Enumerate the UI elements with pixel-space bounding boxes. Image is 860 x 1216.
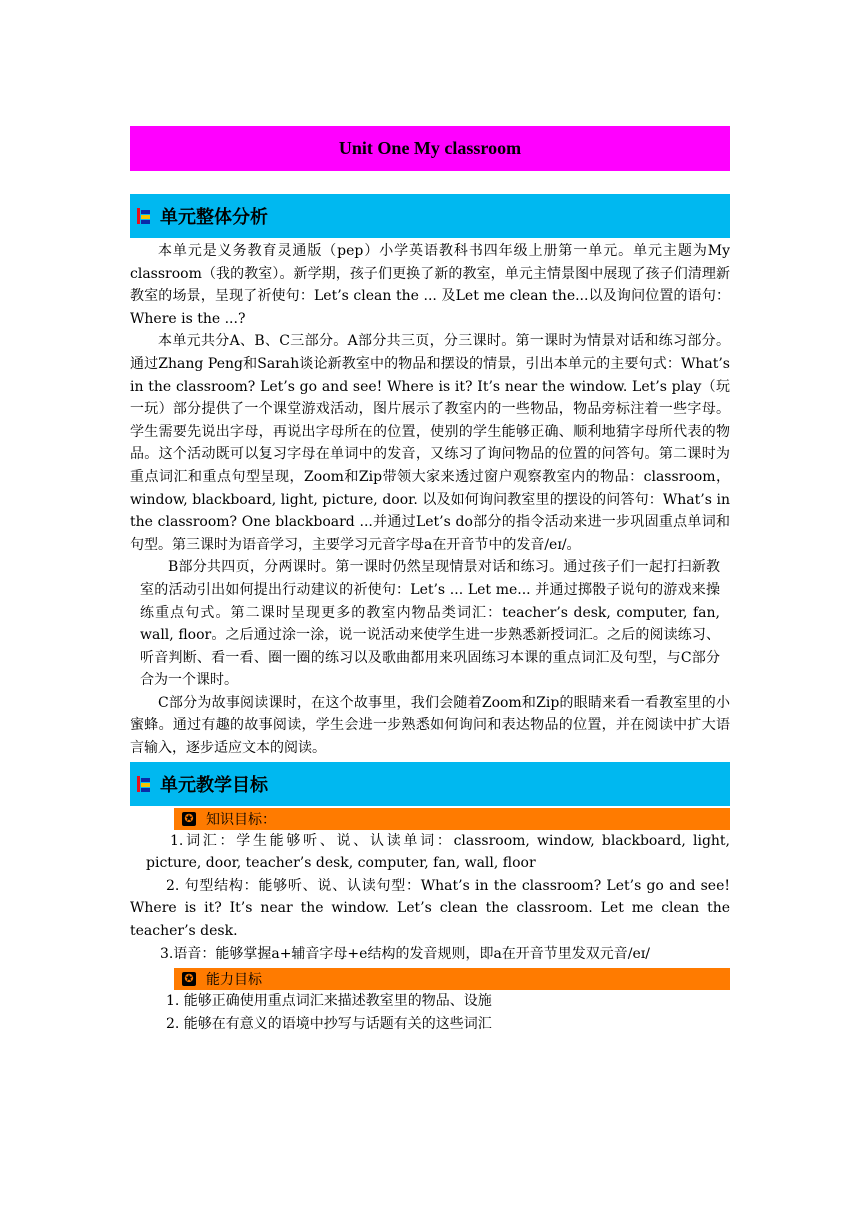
star-icon: ✪ [182,972,196,986]
section-title: 单元教学目标 [160,774,268,796]
book-icon [134,207,152,225]
knowledge-goals-bar [174,808,730,830]
section-title: 单元整体分析 [160,207,268,228]
unit-title: Unit One My classroom [338,138,522,158]
star-icon: ✪ [182,812,196,826]
knowledge-item-3: 3.语音：能够掌握a+辅音字母+e结构的发音规则，即a在开音节里发双元音/eɪ/ [160,945,650,962]
ability-item-1: 1. 能够正确使用重点词汇来描述教室里的物品、设施 [166,993,492,1010]
analysis-paragraph-2: 本单元共分A、B、C三部分。A部分共三页，分三课时。第一课时为情景对话和练习部分。通过Zhang Peng和Sarah谈论新教室中的物品和摆设的情景，引出本单元的主要句式：What’s in the classroom? Let’s go and see! Where is it? It’s near the window. Let’s play（玩一玩）部分提供了一个课堂游戏活动，图片展示了教室内的一些物品，物品旁标注着一些字母。学生需要先说出字母，再说出字母所在的位置，使别的学生能够正确、顺利地猜字母所代表的物品。这个活动既可以复习字母在单词中的发音，又练习了询问物品的位置的问答句。第二课时为重点词汇和重点句型呈现，Zoom和Zip带领大家来透过窗户观察教室内的物品：classroom，window, blackboard, light, picture, door. 以及如何询问教室里的摆设的问答句：What’s in the classroom? One blackboard ...并通过Let’s do部分的指令活动来进一步巩固重点单词和句型。第三课时为语音学习，主要学习元音字母a在开音节中的发音/eɪ/。 [130,333,730,553]
section-heading-analysis [130,194,730,238]
analysis-paragraph-3: B部分共四页，分两课时。第一课时仍然呈现情景对话和练习。通过孩子们一起打扫新教室的活动引出如何提出行动建议的祈使句：Let’s ... Let me... 并通过掷骰子说句的游戏来操练重点句式。第二课时呈现更多的教室内物品类词汇：teacher’s desk, computer, fan, wall, floor。之后通过涂一涂，说一说活动来使学生进一步熟悉新授词汇。之后的阅读练习、听音判断、看一看、圈一圈的练习以及歌曲都用来巩固练习本课的重点词汇及句型，与C部分合为一个课时。 [140,559,720,689]
knowledge-item-1: 1.词汇：学生能够听、说、认读单词：classroom, window, blackboard, light, picture, door, teacher’s desk, computer, fan, wall, floor [146,832,730,872]
knowledge-goals-label: 知识目标： [206,811,276,828]
analysis-paragraph-1: 本单元是义务教育灵通版（pep）小学英语教科书四年级上册第一单元。单元主题为My classroom（我的教室）。新学期，孩子们更换了新的教室，单元主情景图中展现了孩子们清理新教室的场景，呈现了祈使句：Let’s clean the ... 及Let me clean the...以及询问位置的语句：Where is the ...? [130,243,730,327]
analysis-paragraph-4: C部分为故事阅读课时，在这个故事里，我们会随着Zoom和Zip的眼睛来看一看教室里的小蜜蜂。通过有趣的故事阅读，学生会进一步熟悉如何询问和表达物品的位置，并在阅读中扩大语言输入，逐步适应文本的阅读。 [130,694,730,757]
section-heading-goals [130,762,730,806]
knowledge-item-2: 2. 句型结构：能够听、说、认读句型：What’s in the classroom? Let’s go and see! Where is it? It’s near the window. Let’s clean the classroom. Let me clean the teacher’s desk. [130,877,730,940]
ability-goals-bar [174,968,730,990]
ability-goals-label: 能力目标 [206,972,262,989]
document-page [130,126,730,1035]
ability-item-2: 2. 能够在有意义的语境中抄写与话题有关的这些词汇 [166,1015,492,1032]
book-icon [134,775,152,793]
unit-title-bar [130,126,730,171]
